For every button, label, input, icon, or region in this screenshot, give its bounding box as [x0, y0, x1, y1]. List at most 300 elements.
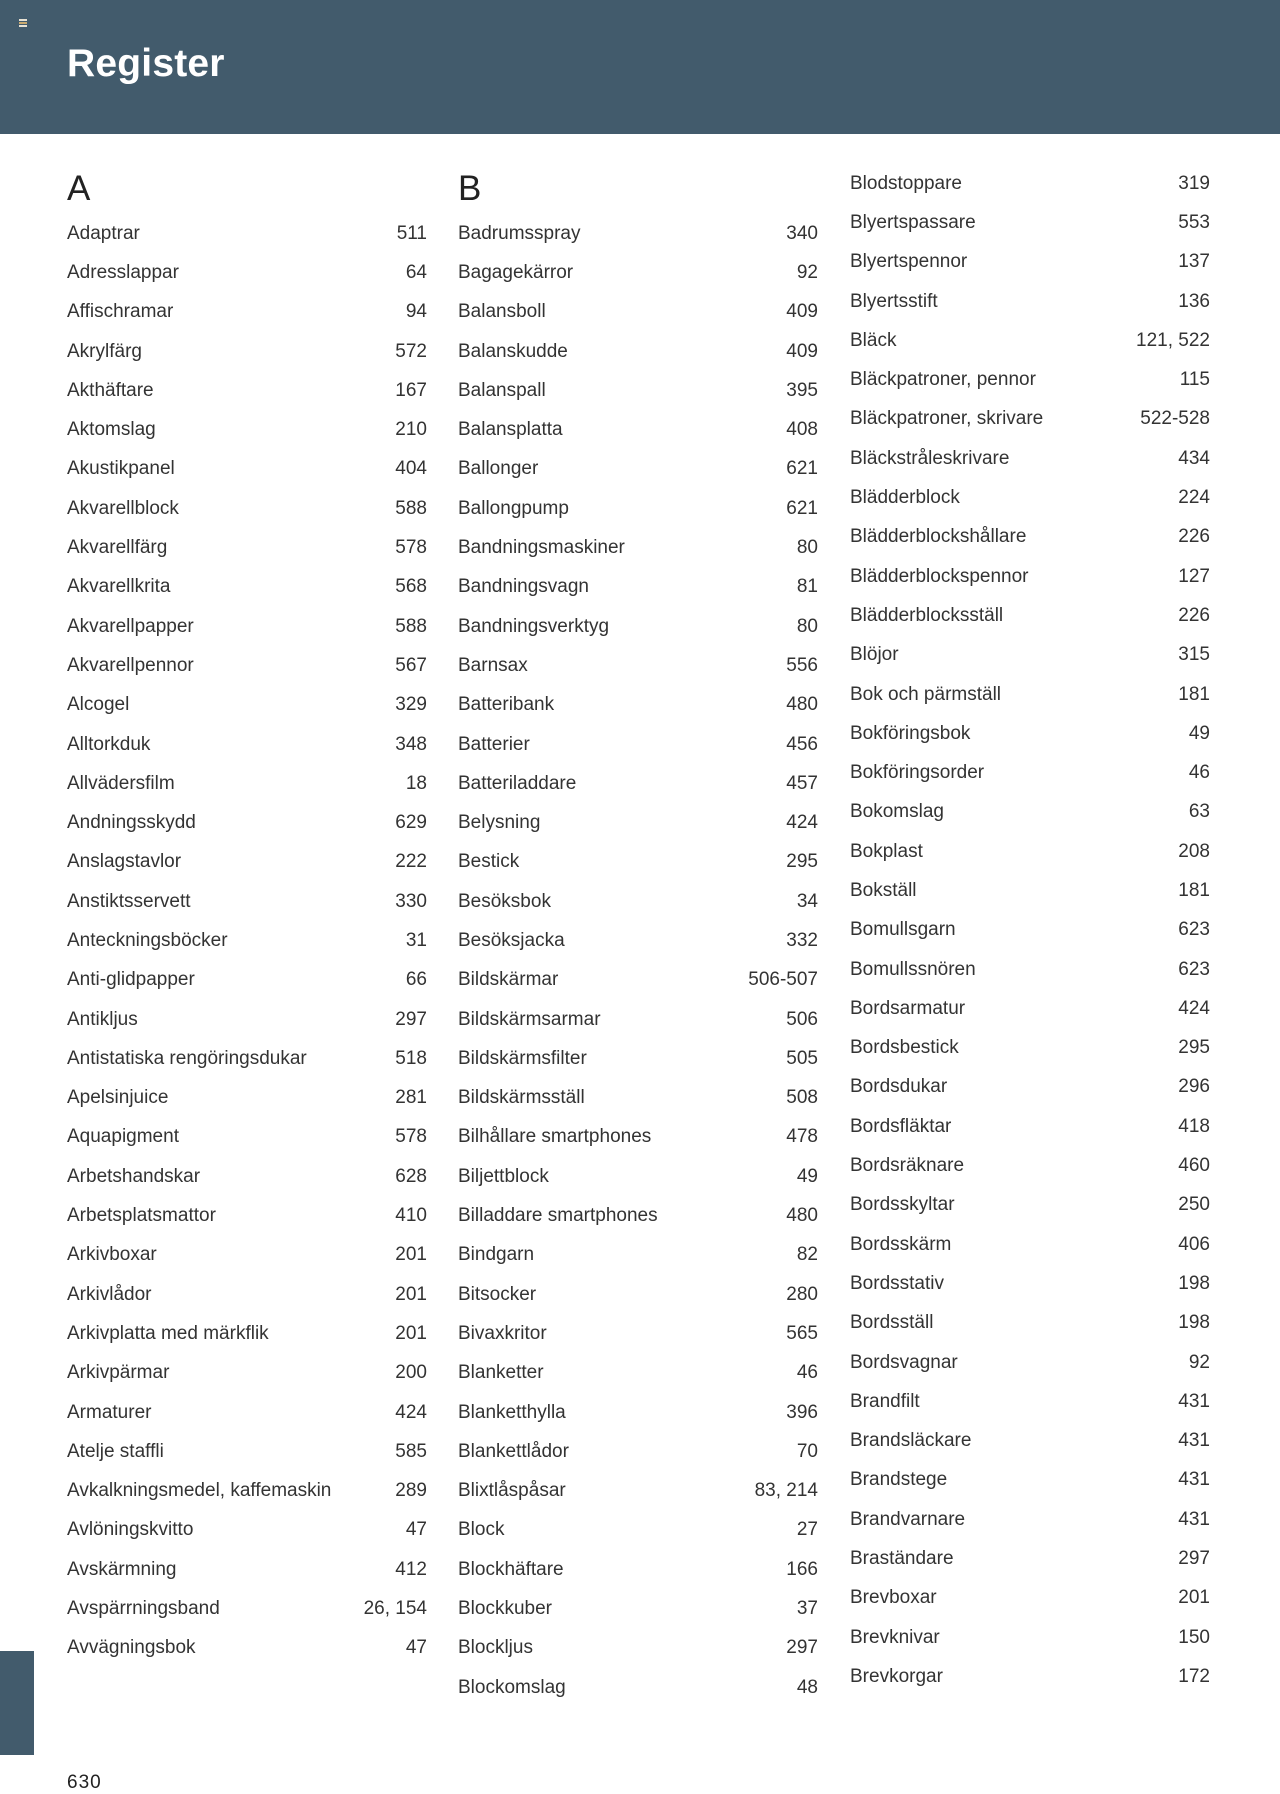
entry-name: Anslagstavlor	[67, 851, 182, 873]
index-entry	[850, 164, 1210, 203]
page-number: 630	[67, 1772, 102, 1793]
entry-page: 150	[1178, 1626, 1210, 1648]
entry-name: Arkivboxar	[67, 1244, 157, 1266]
index-entry	[850, 1657, 1210, 1696]
entry-name: Bokföringsbok	[850, 722, 971, 744]
entry-name: Bokföringsorder	[850, 762, 985, 784]
entry-page: 136	[1178, 290, 1210, 312]
entry-page: 66	[405, 969, 427, 991]
entry-page: 281	[395, 1087, 427, 1109]
index-column-a	[67, 168, 427, 1668]
index-entry	[458, 882, 818, 921]
index-entry	[67, 489, 427, 528]
index-entry	[67, 764, 427, 803]
index-entry	[67, 607, 427, 646]
entry-name: Block	[458, 1519, 505, 1541]
entry-page: 26, 154	[363, 1598, 427, 1620]
entry-name: Ballonger	[458, 458, 539, 480]
index-entry	[850, 1461, 1210, 1500]
entry-page: 456	[786, 733, 818, 755]
entry-page: 115	[1179, 369, 1210, 391]
entry-page: 46	[1188, 762, 1210, 784]
index-entry	[850, 1500, 1210, 1539]
side-tab	[0, 1651, 34, 1755]
entry-page: 226	[1178, 604, 1210, 626]
entry-page: 623	[1178, 958, 1210, 980]
entry-name: Blanketthylla	[458, 1401, 566, 1423]
index-entry	[850, 1029, 1210, 1068]
index-entry	[67, 1550, 427, 1589]
entry-name: Brandsläckare	[850, 1430, 972, 1452]
entry-page: 408	[786, 419, 818, 441]
entry-name: Arbetshandskar	[67, 1165, 201, 1187]
index-entry	[850, 1539, 1210, 1578]
index-entry	[458, 450, 818, 489]
index-entry	[67, 1196, 427, 1235]
entry-name: Blockkuber	[458, 1598, 552, 1620]
entry-page: 565	[786, 1322, 818, 1344]
entry-name: Bordsskärm	[850, 1233, 952, 1255]
entry-page: 406	[1178, 1233, 1210, 1255]
entry-name: Blankettlådor	[458, 1440, 569, 1462]
entry-name: Bordsdukar	[850, 1076, 948, 1098]
entry-name: Billaddare smartphones	[458, 1205, 658, 1227]
entry-name: Bagagekärror	[458, 261, 574, 283]
index-entry	[458, 1511, 818, 1550]
entry-page: 82	[796, 1244, 818, 1266]
entry-page: 621	[786, 497, 818, 519]
entry-name: Ballongpump	[458, 497, 569, 519]
entry-page: 629	[395, 812, 427, 834]
entry-page: 431	[1178, 1390, 1210, 1412]
index-entry	[67, 214, 427, 253]
entry-name: Batteriladdare	[458, 772, 577, 794]
entry-name: Belysning	[458, 812, 541, 834]
index-entry	[850, 321, 1210, 360]
entry-name: Bläck	[850, 329, 897, 351]
index-entry	[850, 989, 1210, 1028]
index-entry	[850, 714, 1210, 753]
entry-page: 478	[786, 1126, 818, 1148]
index-entry	[458, 1354, 818, 1393]
entry-page: 48	[796, 1676, 818, 1698]
entry-page: 64	[405, 261, 427, 283]
entry-page: 578	[395, 1126, 427, 1148]
entry-page: 224	[1178, 487, 1210, 509]
entry-name: Alltorkduk	[67, 733, 151, 755]
entry-name: Bokomslag	[850, 801, 944, 823]
entry-page: 167	[395, 379, 427, 401]
entry-page: 506-507	[748, 969, 818, 991]
entry-name: Akvarellpennor	[67, 654, 194, 676]
entry-page: 522-528	[1140, 408, 1210, 430]
index-entry	[67, 410, 427, 449]
entry-page: 556	[786, 654, 818, 676]
entry-page: 208	[1178, 840, 1210, 862]
index-entry	[458, 489, 818, 528]
index-entry	[458, 1314, 818, 1353]
index-entry	[458, 293, 818, 332]
entry-name: Adresslappar	[67, 261, 179, 283]
entry-name: Bläckpatroner, pennor	[850, 369, 1036, 391]
section-letter: B	[458, 169, 482, 208]
menu-icon[interactable]	[19, 19, 27, 27]
entry-page: 166	[786, 1558, 818, 1580]
entry-name: Bordsstativ	[850, 1272, 944, 1294]
entry-name: Blyertsstift	[850, 290, 938, 312]
entry-name: Besöksjacka	[458, 929, 565, 951]
index-entry	[850, 675, 1210, 714]
index-entry	[458, 686, 818, 725]
index-list	[458, 214, 818, 1707]
entry-page: 295	[1178, 1037, 1210, 1059]
entry-name: Bivaxkritor	[458, 1322, 547, 1344]
entry-name: Batterier	[458, 733, 530, 755]
entry-name: Armaturer	[67, 1401, 152, 1423]
entry-name: Blädderblock	[850, 487, 960, 509]
index-entry	[850, 793, 1210, 832]
entry-page: 81	[796, 576, 818, 598]
index-entry	[458, 1550, 818, 1589]
entry-name: Bandningsvagn	[458, 576, 589, 598]
entry-page: 127	[1178, 565, 1210, 587]
index-entry	[850, 518, 1210, 557]
entry-name: Batteribank	[458, 694, 555, 716]
index-entry	[67, 528, 427, 567]
index-entry	[850, 636, 1210, 675]
index-column-b-continued	[850, 164, 1210, 1697]
entry-name: Andningsskydd	[67, 812, 196, 834]
index-entry	[850, 360, 1210, 399]
entry-name: Blädderblockshållare	[850, 526, 1027, 548]
index-entry	[458, 1039, 818, 1078]
entry-page: 70	[796, 1440, 818, 1462]
index-entry	[458, 253, 818, 292]
entry-name: Anti-glidpapper	[67, 969, 195, 991]
entry-name: Blädderblockspennor	[850, 565, 1029, 587]
entry-name: Blyertspennor	[850, 251, 968, 273]
index-entry	[67, 1000, 427, 1039]
index-entry	[850, 1186, 1210, 1225]
entry-page: 424	[395, 1401, 427, 1423]
index-entry	[850, 203, 1210, 242]
entry-name: Blöjor	[850, 644, 899, 666]
entry-name: Arkivlådor	[67, 1283, 152, 1305]
index-entry	[67, 1275, 427, 1314]
entry-name: Aquapigment	[67, 1126, 179, 1148]
index-entry	[850, 1264, 1210, 1303]
entry-name: Blodstoppare	[850, 172, 962, 194]
index-entry	[458, 1629, 818, 1668]
index-entry	[850, 871, 1210, 910]
index-entry	[67, 1354, 427, 1393]
index-entry	[850, 282, 1210, 321]
entry-name: Braständare	[850, 1548, 954, 1570]
entry-name: Blanketter	[458, 1362, 544, 1384]
index-entry	[850, 1107, 1210, 1146]
entry-name: Besöksbok	[458, 890, 551, 912]
index-entry	[67, 921, 427, 960]
index-entry	[850, 400, 1210, 439]
entry-name: Bordsräknare	[850, 1155, 965, 1177]
entry-page: 508	[786, 1087, 818, 1109]
entry-page: 567	[395, 654, 427, 676]
page-header	[0, 0, 1280, 134]
entry-page: 92	[1188, 1351, 1210, 1373]
entry-name: Brandstege	[850, 1469, 948, 1491]
entry-page: 329	[395, 694, 427, 716]
entry-name: Atelje staffli	[67, 1440, 164, 1462]
entry-name: Arkivpärmar	[67, 1362, 170, 1384]
entry-name: Bokställ	[850, 879, 917, 901]
entry-page: 47	[405, 1637, 427, 1659]
index-entry	[850, 1579, 1210, 1618]
entry-page: 34	[796, 890, 818, 912]
entry-name: Akvarellblock	[67, 497, 179, 519]
entry-page: 585	[395, 1440, 427, 1462]
entry-page: 460	[1178, 1155, 1210, 1177]
index-entry	[67, 1118, 427, 1157]
entry-page: 623	[1178, 919, 1210, 941]
entry-name: Affischramar	[67, 301, 174, 323]
entry-name: Bildskärmsarmar	[458, 1008, 601, 1030]
entry-page: 409	[786, 301, 818, 323]
index-entry	[458, 1196, 818, 1235]
entry-name: Avspärrningsband	[67, 1598, 220, 1620]
entry-name: Bordsställ	[850, 1312, 934, 1334]
entry-page: 480	[786, 1205, 818, 1227]
entry-page: 49	[1188, 722, 1210, 744]
index-entry	[850, 439, 1210, 478]
index-entry	[67, 1039, 427, 1078]
entry-page: 588	[395, 497, 427, 519]
entry-name: Brevboxar	[850, 1587, 937, 1609]
entry-name: Akvarellfärg	[67, 537, 168, 559]
entry-page: 94	[405, 301, 427, 323]
index-entry	[850, 950, 1210, 989]
entry-name: Bildskärmsfilter	[458, 1047, 587, 1069]
index-entry	[458, 332, 818, 371]
entry-name: Bok och pärmställ	[850, 683, 1002, 705]
index-entry	[850, 1422, 1210, 1461]
index-entry	[458, 568, 818, 607]
entry-name: Blockljus	[458, 1637, 533, 1659]
index-entry	[458, 1236, 818, 1275]
entry-page: 198	[1178, 1312, 1210, 1334]
entry-page: 296	[1178, 1076, 1210, 1098]
entry-name: Arbetsplatsmattor	[67, 1205, 216, 1227]
index-entry	[458, 1275, 818, 1314]
entry-name: Blockhäftare	[458, 1558, 564, 1580]
index-entry	[850, 557, 1210, 596]
index-entry	[67, 371, 427, 410]
index-entry	[458, 1589, 818, 1628]
index-entry	[458, 1000, 818, 1039]
index-entry	[458, 1393, 818, 1432]
entry-page: 409	[786, 340, 818, 362]
entry-page: 222	[395, 851, 427, 873]
index-entry	[458, 646, 818, 685]
entry-page: 172	[1178, 1665, 1210, 1687]
entry-page: 621	[786, 458, 818, 480]
index-entry	[458, 1472, 818, 1511]
index-entry	[458, 1079, 818, 1118]
index-entry	[458, 607, 818, 646]
entry-page: 330	[395, 890, 427, 912]
entry-name: Avvägningsbok	[67, 1637, 196, 1659]
entry-page: 18	[405, 772, 427, 794]
index-entry	[458, 764, 818, 803]
index-entry	[67, 450, 427, 489]
entry-name: Biljettblock	[458, 1165, 549, 1187]
index-entry	[458, 214, 818, 253]
entry-page: 404	[395, 458, 427, 480]
entry-page: 395	[786, 379, 818, 401]
index-entry	[850, 753, 1210, 792]
index-entry	[67, 1157, 427, 1196]
index-entry	[67, 843, 427, 882]
entry-name: Bomullssnören	[850, 958, 976, 980]
entry-page: 418	[1178, 1115, 1210, 1137]
index-entry	[850, 911, 1210, 950]
entry-page: 340	[786, 222, 818, 244]
index-entry	[458, 843, 818, 882]
index-entry	[67, 1236, 427, 1275]
entry-name: Akrylfärg	[67, 340, 142, 362]
entry-name: Bilhållare smartphones	[458, 1126, 652, 1148]
entry-name: Bitsocker	[458, 1283, 537, 1305]
entry-page: 46	[796, 1362, 818, 1384]
entry-page: 198	[1178, 1272, 1210, 1294]
index-entry	[67, 1314, 427, 1353]
index-entry	[458, 961, 818, 1000]
entry-page: 412	[395, 1558, 427, 1580]
entry-name: Anteckningsböcker	[67, 929, 228, 951]
entry-page: 434	[1178, 447, 1210, 469]
entry-name: Balansplatta	[458, 419, 563, 441]
entry-page: 201	[395, 1283, 427, 1305]
index-entry	[67, 725, 427, 764]
index-entry	[67, 253, 427, 292]
entry-name: Bestick	[458, 851, 520, 873]
entry-page: 201	[1178, 1587, 1210, 1609]
entry-page: 295	[786, 851, 818, 873]
index-entry	[458, 1118, 818, 1157]
entry-name: Avskärmning	[67, 1558, 177, 1580]
entry-name: Barnsax	[458, 654, 528, 676]
index-entry	[67, 1511, 427, 1550]
entry-page: 431	[1178, 1508, 1210, 1530]
entry-name: Balanspall	[458, 379, 546, 401]
entry-name: Bindgarn	[458, 1244, 535, 1266]
entry-name: Brandvarnare	[850, 1508, 966, 1530]
entry-page: 588	[395, 615, 427, 637]
entry-page: 431	[1178, 1469, 1210, 1491]
entry-name: Bomullsgarn	[850, 919, 956, 941]
entry-name: Blixtlåspåsar	[458, 1480, 566, 1502]
index-entry	[67, 568, 427, 607]
index-list	[850, 164, 1210, 1697]
entry-page: 297	[1178, 1548, 1210, 1570]
entry-page: 250	[1178, 1194, 1210, 1216]
entry-page: 319	[1178, 172, 1210, 194]
entry-page: 424	[786, 812, 818, 834]
entry-page: 200	[395, 1362, 427, 1384]
index-entry	[67, 1589, 427, 1628]
index-entry	[458, 528, 818, 567]
index-entry	[458, 1668, 818, 1707]
entry-name: Antistatiska rengöringsdukar	[67, 1047, 307, 1069]
index-entry	[67, 293, 427, 332]
entry-name: Blockomslag	[458, 1676, 566, 1698]
entry-page: 578	[395, 537, 427, 559]
entry-name: Bandningsverktyg	[458, 615, 610, 637]
entry-name: Avkalkningsmedel, kaffemaskin	[67, 1480, 332, 1502]
entry-page: 457	[786, 772, 818, 794]
index-entry	[458, 1157, 818, 1196]
entry-name: Akvarellkrita	[67, 576, 171, 598]
entry-page: 210	[395, 419, 427, 441]
index-entry	[67, 1079, 427, 1118]
index-list	[67, 214, 427, 1668]
index-entry	[67, 1432, 427, 1471]
index-entry	[458, 1432, 818, 1471]
entry-page: 226	[1178, 526, 1210, 548]
index-entry	[850, 1068, 1210, 1107]
entry-page: 568	[395, 576, 427, 598]
entry-page: 480	[786, 694, 818, 716]
entry-name: Blädderblocksställ	[850, 604, 1004, 626]
entry-name: Badrumsspray	[458, 222, 581, 244]
entry-name: Brevknivar	[850, 1626, 940, 1648]
entry-page: 181	[1178, 879, 1210, 901]
index-entry	[850, 1618, 1210, 1657]
entry-page: 410	[395, 1205, 427, 1227]
entry-name: Bildskärmar	[458, 969, 559, 991]
entry-page: 506	[786, 1008, 818, 1030]
index-entry	[850, 596, 1210, 635]
entry-name: Balanskudde	[458, 340, 568, 362]
entry-name: Akthäftare	[67, 379, 154, 401]
entry-name: Anstiktsservett	[67, 890, 191, 912]
index-entry	[850, 1343, 1210, 1382]
entry-page: 137	[1178, 251, 1210, 273]
entry-page: 121, 522	[1136, 329, 1210, 351]
entry-name: Bordsfläktar	[850, 1115, 952, 1137]
entry-page: 431	[1178, 1430, 1210, 1452]
entry-page: 289	[395, 1480, 427, 1502]
entry-page: 297	[395, 1008, 427, 1030]
entry-name: Bläckpatroner, skrivare	[850, 408, 1044, 430]
index-entry	[850, 1382, 1210, 1421]
entry-name: Alcogel	[67, 694, 130, 716]
entry-name: Bläckstråleskrivare	[850, 447, 1010, 469]
entry-name: Balansboll	[458, 301, 546, 323]
entry-page: 505	[786, 1047, 818, 1069]
entry-name: Adaptrar	[67, 222, 140, 244]
index-entry	[458, 410, 818, 449]
entry-page: 80	[796, 537, 818, 559]
entry-page: 348	[395, 733, 427, 755]
index-entry	[850, 1225, 1210, 1264]
index-entry	[458, 371, 818, 410]
entry-page: 80	[796, 615, 818, 637]
index-entry	[67, 686, 427, 725]
entry-page: 315	[1178, 644, 1210, 666]
entry-name: Bordsbestick	[850, 1037, 959, 1059]
entry-page: 396	[786, 1401, 818, 1423]
entry-name: Bordsskyltar	[850, 1194, 955, 1216]
